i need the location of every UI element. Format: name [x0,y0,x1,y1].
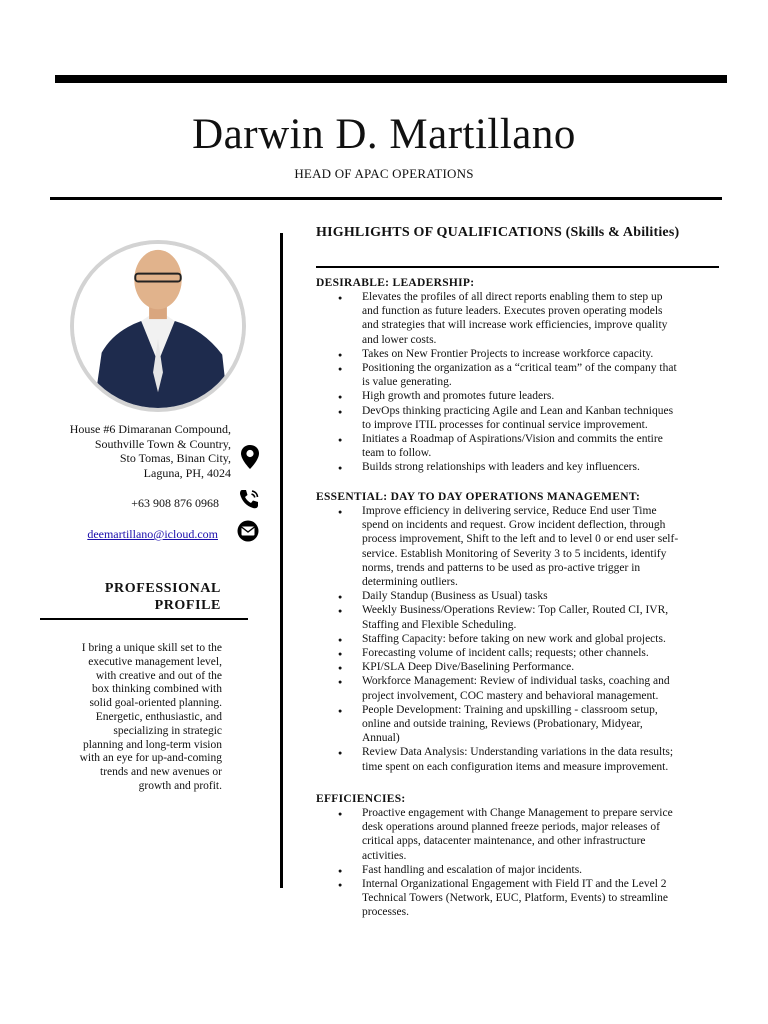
list-item: ● Weekly Business/Operations Review: Top Caller, Routed CI, IVR, Staffing and Flexible Scheduling. [316,603,716,631]
list-item: ● Staffing Capacity: before taking on new work and global projects. [316,632,716,646]
list-item: ● Fast handling and escalation of major incidents. [316,863,716,877]
list-item: ● Review Data Analysis: Understanding variations in the data results; time spent on each configuration items and measure improvement. [316,745,716,773]
list-item: ● High growth and promotes future leaders. [316,389,716,403]
address-line: Southville Town & Country, [94,436,231,451]
summary-line: box thinking combined with [91,683,222,696]
phone-icon [238,488,260,510]
summary-line: solid goal-oriented planning. [89,697,222,710]
email-link[interactable]: deemartillano@icloud.com [87,527,218,541]
address-line: House #6 Dimaranan Compound, [69,422,231,436]
job-title: HEAD OF APAC OPERATIONS [294,166,474,181]
list-item: ● Improve efficiency in delivering service, Reduce End user Time spend on incidents and request. Grow incident deflection, through process improvement, Shift to the left and to level 0 or end user self- service. Establish Monitoring of Severity 3 to 5 incidents, identify norms, trends and patterns to be used as pro-active trigger in determining outliers. [316,504,716,589]
summary-line: with creative and out of the [95,669,222,682]
list-item: ● Forecasting volume of incident calls; requests; other channels. [316,646,716,660]
profile-photo-graphic [74,244,242,408]
operations-section [316,490,716,774]
summary-line: planning and long-term vision [83,738,222,751]
header-divider [50,197,722,200]
list-item: ● People Development: Training and upskilling - classroom setup, online and outside training, Reviews (Probationary, Midyear, Annual) [316,703,716,746]
list-item: ● Builds strong relationships with leaders and key influencers. [316,460,716,474]
list-item: ● Internal Organizational Engagement with Field IT and the Level 2 Technical Towers (Network, EUC, Platform, Events) to streamline processes. [316,877,716,920]
section-title: DESIRABLE: LEADERSHIP: [316,277,475,289]
list-item: ● Initiates a Roadmap of Aspirations/Vision and commits the entire team to follow. [316,432,716,460]
location-pin-icon [240,444,260,470]
list-item: ● KPI/SLA Deep Dive/Baselining Performance. [316,660,716,674]
list-item: ● Daily Standup (Business as Usual) tasks [316,589,716,603]
address-line: Sto Tomas, Binan City, [119,451,231,465]
heading-line: PROFILE [154,598,221,613]
phone-number: +63 908 876 0968 [131,496,219,510]
list-item: ● DevOps thinking practicing Agile and Lean and Kanban techniques to improve ITIL processes for continual service improvement. [316,404,716,432]
heading-line: PROFESSIONAL [104,581,221,596]
leadership-section [316,276,716,475]
address [40,422,231,480]
summary-line: growth and profit. [138,779,222,792]
summary-line: trends and new avenues or [100,766,222,779]
list-item: ● Elevates the profiles of all direct reports enabling them to step up and function as future leaders. Executes proven operating models and strategies that will increase work efficiencies, improve quality and lower costs. [316,290,716,347]
summary-line: I bring a unique skill set to the [81,642,222,654]
professional-profile-heading [60,580,221,614]
section-title: EFFICIENCIES: [316,793,406,805]
address-line: Laguna, PH, 4024 [143,465,231,480]
list-item: ● Workforce Management: Review of individual tasks, coaching and project involvement, COC mastery and behavioral management. [316,674,716,702]
list-item: ● Takes on New Frontier Projects to increase workforce capacity. [316,347,716,361]
mail-icon [236,520,260,542]
candidate-name: Darwin D. Martillano [192,111,576,158]
summary-line: specializing in strategic [113,724,222,737]
profile-summary [52,642,222,794]
section-title: ESSENTIAL: DAY TO DAY OPERATIONS MANAGEMENT: [316,491,641,503]
summary-line: Energetic, enthusiastic, and [95,710,222,723]
highlights-divider [316,266,719,268]
summary-line: with an eye for up-and-coming [79,752,222,765]
profile-divider [40,618,248,620]
summary-line: executive management level, [88,655,222,668]
highlights-heading: HIGHLIGHTS OF QUALIFICATIONS (Skills & Abilities) [316,225,680,240]
list-item: ● Positioning the organization as a “critical team” of the company that is value generating. [316,361,716,389]
efficiencies-section [316,792,716,920]
list-item: ● Proactive engagement with Change Management to prepare service desk operations around planned freeze periods, major releases of critical apps, datacenter maintenance, and other infrastructure activities. [316,806,716,863]
top-rule [55,75,727,83]
profile-photo [70,240,246,412]
column-divider [280,233,283,888]
